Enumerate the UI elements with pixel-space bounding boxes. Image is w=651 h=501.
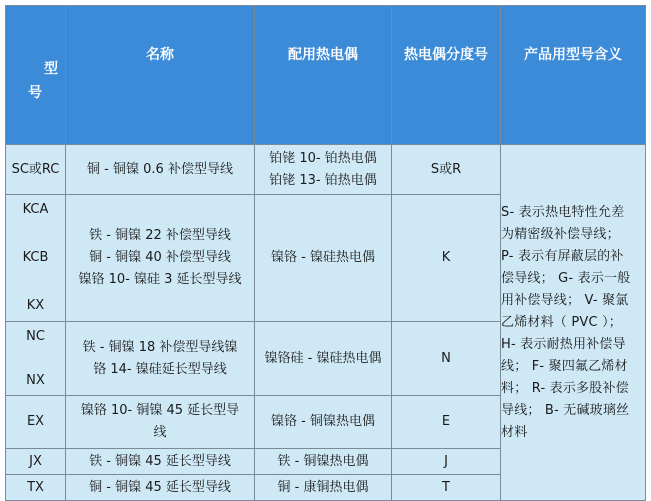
cell-name <box>66 195 255 322</box>
thermocouple-line: 镍铬硅 - 镍硅热电偶 <box>264 350 382 366</box>
name-line: 铁 - 铜镍 18 补偿型导线镍 <box>82 339 238 355</box>
name-line: 铜 - 铜镍 0.6 补偿型导线 <box>87 161 233 177</box>
meaning-line: P- 表示有屏蔽层的补 <box>501 248 624 264</box>
cell-graduation <box>392 322 501 396</box>
header-model-char2: 号 <box>28 85 42 101</box>
cell-model <box>6 145 66 195</box>
model-code: NX <box>26 372 45 388</box>
cell-name <box>66 449 255 475</box>
meaning-line: 料； R- 表示多股补偿 <box>501 380 629 396</box>
graduation-code: N <box>441 350 451 366</box>
cell-name <box>66 322 255 396</box>
meaning-line: S- 表示热电特性允差 <box>501 204 625 220</box>
cell-thermocouple <box>255 322 392 396</box>
name-line: 铁 - 铜镍 22 补偿型导线 <box>89 228 231 243</box>
cell-graduation <box>392 449 501 475</box>
cell-graduation <box>392 475 501 501</box>
name-line: 镍铬 10- 镍硅 3 延长型导线 <box>78 272 242 287</box>
name-line: 铜 - 铜镍 45 延长型导线 <box>89 479 231 495</box>
meaning-line: 导线； B- 无碱玻璃丝 <box>501 402 630 418</box>
graduation-code: J <box>444 453 448 469</box>
thermocouple-line: 铁 - 铜镍热电偶 <box>277 453 369 469</box>
cell-thermocouple <box>255 475 392 501</box>
cell-thermocouple <box>255 396 392 449</box>
cell-graduation <box>392 145 501 195</box>
meaning-line: 材料 <box>501 424 528 440</box>
thermocouple-line: 镍铬 - 铜镍热电偶 <box>271 414 375 429</box>
header-meaning: 产品用型号含义 <box>501 6 646 145</box>
meaning-line: 为精密级补偿导线； <box>501 226 620 242</box>
cell-graduation <box>392 195 501 322</box>
header-row <box>6 6 646 145</box>
graduation-code: E <box>441 414 451 429</box>
graduation-code: K <box>441 250 451 265</box>
name-line: 铁 - 铜镍 45 延长型导线 <box>89 453 231 469</box>
graduation-code: S或R <box>430 161 462 177</box>
meaning-line: 偿导线； G- 表示一般 <box>501 270 631 286</box>
model-code: KCA <box>22 202 49 217</box>
model-code: TX <box>27 479 44 495</box>
model-code: EX <box>26 414 45 429</box>
thermocouple-line: 铂铑 13- 铂热电偶 <box>269 172 377 188</box>
model-code: KX <box>26 298 45 313</box>
cell-meaning <box>501 145 646 501</box>
name-line: 线 <box>153 425 167 440</box>
header-thermocouple: 配用热电偶 <box>255 6 392 145</box>
cell-model <box>6 475 66 501</box>
model-code: JX <box>29 453 42 469</box>
thermocouple-line: 镍铬 - 镍硅热电偶 <box>271 250 375 265</box>
graduation-code: T <box>442 479 450 495</box>
cell-name <box>66 475 255 501</box>
table-row <box>6 145 646 195</box>
cell-thermocouple <box>255 195 392 322</box>
wire-spec-table <box>5 5 646 501</box>
name-line: 镍铬 10- 铜镍 45 延长型导 <box>80 403 240 418</box>
meaning-line: 用补偿导线； V- 聚氯 <box>501 292 629 308</box>
meaning-line: 乙烯材料（ PVC ）； <box>501 314 622 330</box>
header-name: 名称 <box>66 6 255 145</box>
model-code: NC <box>26 328 45 344</box>
header-model <box>6 6 66 145</box>
cell-model <box>6 322 66 396</box>
meaning-line: 线； F- 聚四氟乙烯材 <box>501 358 628 374</box>
name-line: 铬 14- 镍硅延长型导线 <box>93 361 227 377</box>
thermocouple-line: 铜 - 康铜热电偶 <box>277 479 369 495</box>
meaning-line: H- 表示耐热用补偿导 <box>501 336 626 352</box>
header-model-char1: 型 <box>44 61 58 77</box>
cell-name <box>66 396 255 449</box>
cell-thermocouple <box>255 449 392 475</box>
cell-thermocouple <box>255 145 392 195</box>
model-code: KCB <box>22 250 49 265</box>
cell-model <box>6 449 66 475</box>
model-code: SC或RC <box>11 161 60 177</box>
thermocouple-line: 铂铑 10- 铂热电偶 <box>269 150 377 166</box>
header-graduation: 热电偶分度号 <box>392 6 501 145</box>
cell-model <box>6 195 66 322</box>
cell-graduation <box>392 396 501 449</box>
cell-name <box>66 145 255 195</box>
cell-model <box>6 396 66 449</box>
name-line: 铜 - 铜镍 40 补偿型导线 <box>89 250 231 265</box>
